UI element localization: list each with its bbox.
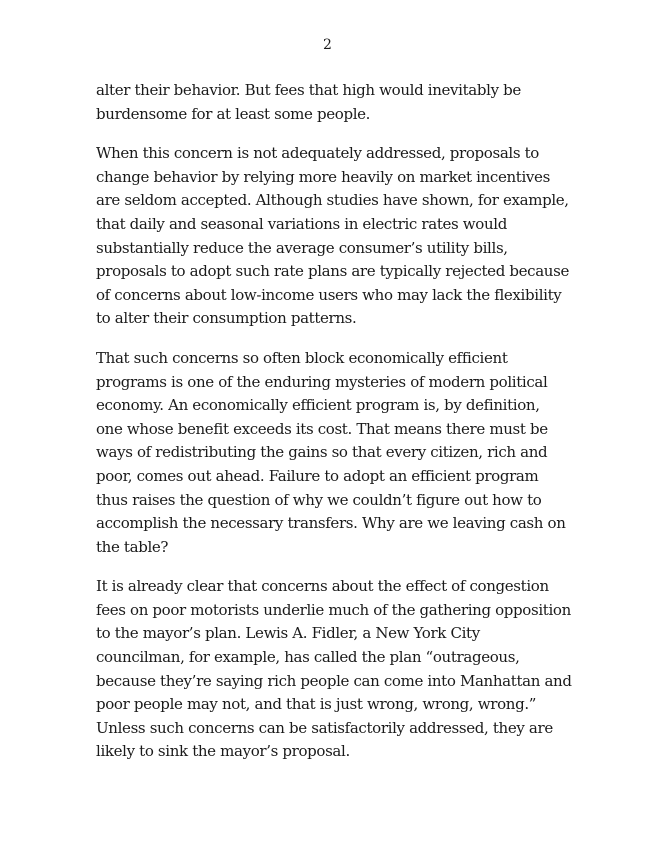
paragraph-3 (96, 347, 566, 559)
text-line: thus raises the question of why we couldn’t figure out how to (96, 490, 542, 509)
text-line: are seldom accepted. Although studies have shown, for example, (96, 191, 569, 210)
text-line: When this concern is not adequately addressed, proposals to (96, 144, 539, 163)
text-line: poor people may not, and that is just wrong, wrong, wrong.” (96, 695, 537, 714)
paragraph-1 (96, 79, 562, 126)
text-line: alter their behavior. But fees that high would inevitably be (96, 81, 521, 99)
text-line: fees on poor motorists underlie much of the gathering opposition (96, 600, 571, 619)
text-line: that daily and seasonal variations in electric rates would (96, 214, 507, 233)
text-line: to the mayor’s plan. Lewis A. Fidler, a New York City (96, 624, 480, 643)
text-line: to alter their consumption patterns. (96, 309, 357, 328)
text-line: one whose benefit exceeds its cost. That means there must be (96, 419, 548, 438)
text-line: because they’re saying rich people can come into Manhattan and (96, 671, 572, 690)
text-line: councilman, for example, has called the plan “outrageous, (96, 648, 520, 667)
text-line: accomplish the necessary transfers. Why are we leaving cash on (96, 514, 566, 533)
page-number: 2 (323, 37, 332, 53)
text-line: proposals to adopt such rate plans are typically rejected because (96, 262, 569, 281)
text-line: poor, comes out ahead. Failure to adopt an efficient program (96, 466, 539, 485)
text-line: It is already clear that concerns about the effect of congestion (96, 577, 549, 596)
text-line: Unless such concerns can be satisfactorily addressed, they are (96, 718, 553, 737)
paragraph-4 (96, 575, 572, 764)
text-line: programs is one of the enduring mysteries of modern political (96, 372, 548, 391)
text-line: substantially reduce the average consumer’s utility bills, (96, 238, 508, 257)
text-line: ways of redistributing the gains so that every citizen, rich and (96, 443, 548, 462)
text-line: economy. An economically efficient program is, by definition, (96, 396, 540, 415)
article-body (96, 79, 572, 780)
text-line: burdensome for at least some people. (96, 104, 371, 123)
text-line: likely to sink the mayor’s proposal. (96, 742, 350, 761)
text-line: That such concerns so often block economically efficient (96, 348, 508, 367)
text-line: change behavior by relying more heavily on market incentives (96, 167, 550, 186)
paragraph-2 (96, 142, 569, 331)
text-line: the table? (96, 537, 169, 556)
text-line: of concerns about low-income users who may lack the flexibility (96, 285, 562, 304)
